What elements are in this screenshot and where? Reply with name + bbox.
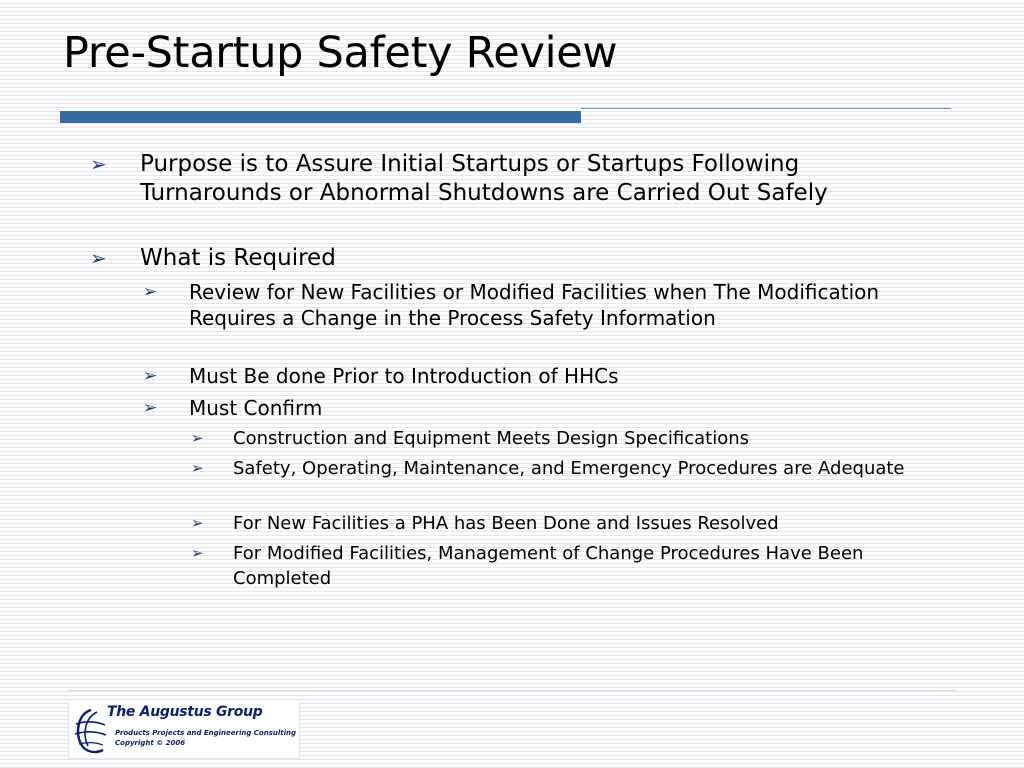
bullet-text: For New Facilities a PHA has Been Done and Issues Resolved: [233, 513, 779, 534]
bullet-arrow-icon: ➢: [143, 366, 158, 386]
bullet-arrow-icon: ➢: [90, 152, 107, 176]
sub-sub-bullet-item: [191, 426, 953, 451]
globe-swirl-icon: [73, 704, 107, 756]
bullet-text: Purpose is to Assure Initial Startups or Startups Following Turnarounds or Abnormal Shutdowns are Carried Out Safely: [140, 151, 828, 206]
footer-rule-line: [68, 690, 956, 691]
bullet-arrow-icon: ➢: [191, 429, 204, 447]
sub-bullet-item: [143, 363, 909, 389]
sub-sub-bullet-item: [191, 456, 953, 481]
bullet-text: Construction and Equipment Meets Design Specifications: [233, 428, 749, 449]
company-tagline: Products Projects and Engineering Consulting: [115, 729, 297, 737]
company-name: The Augustus Group: [107, 704, 263, 720]
sub-bullet-item: [143, 395, 909, 421]
bullet-arrow-icon: ➢: [143, 398, 158, 418]
title-accent-bar: [60, 111, 581, 123]
bullet-text: Safety, Operating, Maintenance, and Emergency Procedures are Adequate: [233, 458, 905, 479]
bullet-text: What is Required: [140, 245, 336, 271]
bullet-text: Must Confirm: [189, 396, 323, 420]
copyright-text: Copyright © 2006: [115, 739, 186, 747]
sub-bullet-item: [143, 279, 909, 331]
bullet-item: [90, 244, 940, 273]
slide-title: Pre-Startup Safety Review: [63, 28, 618, 78]
bullet-arrow-icon: ➢: [90, 246, 107, 270]
sub-sub-bullet-item: [191, 511, 953, 536]
bullet-arrow-icon: ➢: [143, 282, 158, 302]
bullet-text: Must Be done Prior to Introduction of HHCs: [189, 364, 619, 388]
bullet-item: [90, 150, 940, 208]
bullet-text: Review for New Facilities or Modified Facilities when The Modification Requires a Change in the Process Safety Information: [189, 280, 880, 330]
bullet-arrow-icon: ➢: [191, 544, 204, 562]
sub-sub-bullet-item: [191, 541, 953, 591]
bullet-arrow-icon: ➢: [191, 459, 204, 477]
company-logo: [68, 699, 300, 759]
bullet-text: For Modified Facilities, Management of Change Procedures Have Been Completed: [233, 543, 864, 589]
bullet-arrow-icon: ➢: [191, 514, 204, 532]
title-rule-line: [581, 108, 951, 109]
